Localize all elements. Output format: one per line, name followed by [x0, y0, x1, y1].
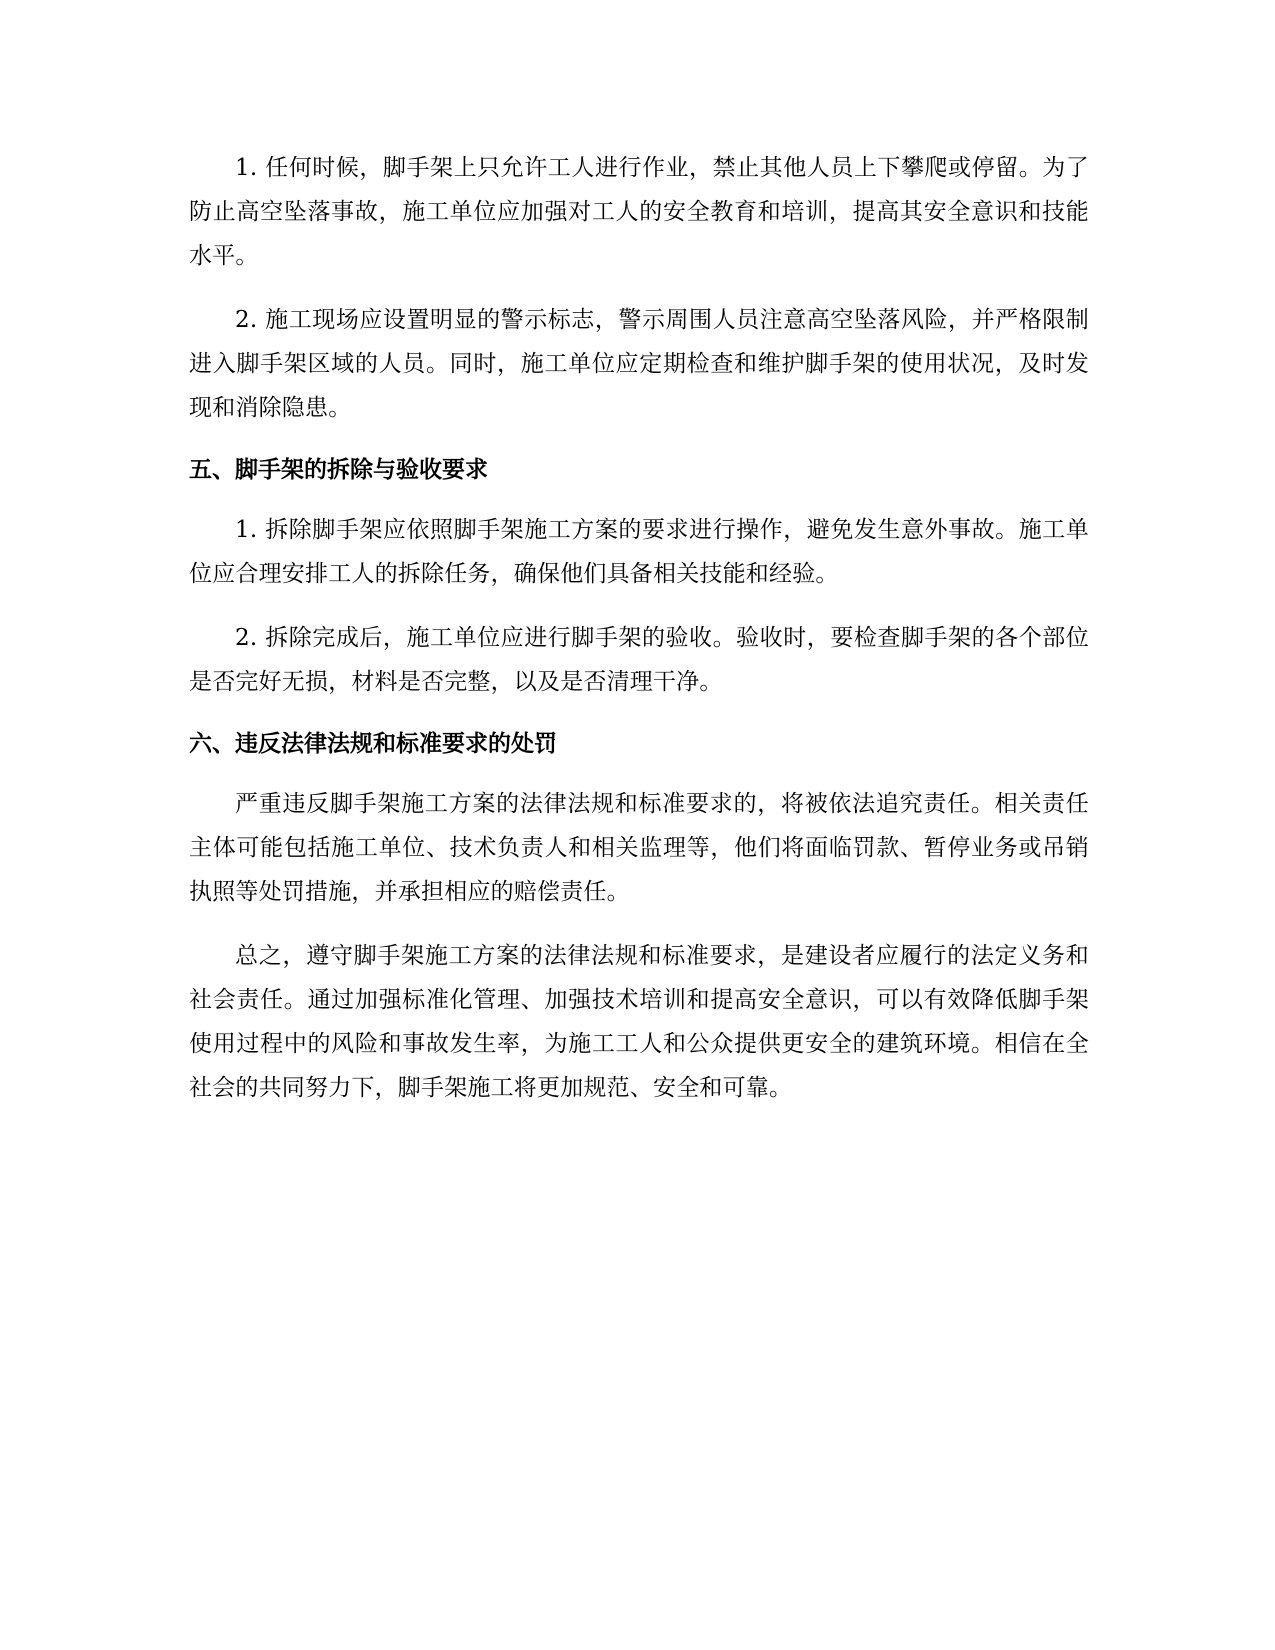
section-heading-dismantling: 五、脚手架的拆除与验收要求	[189, 457, 488, 483]
paragraph-legal-liability: 严重违反脚手架施工方案的法律法规和标准要求的，将被依法追究责任。相关责任主体可能包括施工单位、技术负责人和相关监理等，他们将面临罚款、暂停业务或吊销执照等处罚措施，并承担相应的赔偿责任。	[189, 791, 1089, 905]
document-body	[189, 146, 1089, 1130]
paragraph-warning-signs: 2. 施工现场应设置明显的警示标志，警示周围人员注意高空坠落风险，并严格限制进入脚手架区域的人员。同时，施工单位应定期检查和维护脚手架的使用状况，及时发现和消除隐患。	[189, 307, 1089, 421]
paragraph-acceptance-check: 2. 拆除完成后，施工单位应进行脚手架的验收。验收时，要检查脚手架的各个部位是否完好无损，材料是否完整，以及是否清理干净。	[189, 625, 1089, 695]
paragraph-worker-only-rule: 1. 任何时候，脚手架上只允许工人进行作业，禁止其他人员上下攀爬或停留。为了防止高空坠落事故，施工单位应加强对工人的安全教育和培训，提高其安全意识和技能水平。	[189, 155, 1089, 269]
section-heading-penalties: 六、违反法律法规和标准要求的处罚	[189, 731, 557, 757]
paragraph-conclusion: 总之，遵守脚手架施工方案的法律法规和标准要求，是建设者应履行的法定义务和社会责任。通过加强标准化管理、加强技术培训和提高安全意识，可以有效降低脚手架使用过程中的风险和事故发生率，为施工工人和公众提供更安全的建筑环境。相信在全社会的共同努力下，脚手架施工将更加规范、安全和可靠。	[189, 943, 1089, 1101]
paragraph-dismantling-procedure: 1. 拆除脚手架应依照脚手架施工方案的要求进行操作，避免发生意外事故。施工单位应合理安排工人的拆除任务，确保他们具备相关技能和经验。	[189, 517, 1089, 587]
